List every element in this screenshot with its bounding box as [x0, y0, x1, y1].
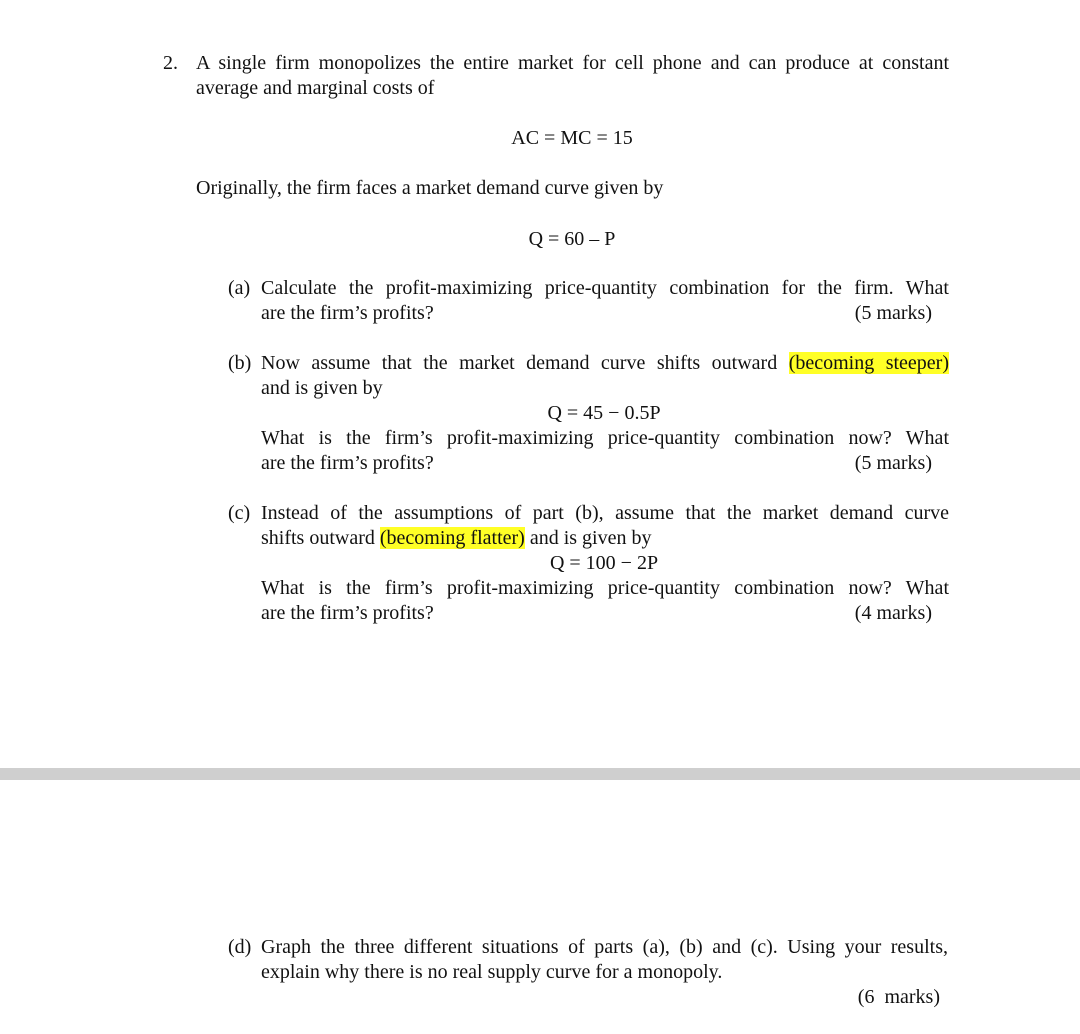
- part-c-line3: What is the firm’s profit-maximizing price-quantity combination now? What: [261, 577, 949, 599]
- part-b-line1-text: Now assume that the market demand curve shifts outward: [261, 352, 778, 374]
- part-d-label: (d): [228, 936, 252, 958]
- part-b-line4: are the firm’s profits?: [261, 452, 434, 474]
- page-break-divider: [0, 768, 1080, 780]
- question-number: 2.: [163, 52, 178, 74]
- highlight-becoming-flatter: (becoming flatter): [379, 527, 525, 549]
- part-c-line2-text: shifts outward: [261, 527, 375, 549]
- part-a-label: (a): [228, 277, 251, 299]
- part-c-line1: Instead of the assumptions of part (b), assume that the market demand curve: [261, 502, 949, 524]
- highlight-becoming-steeper: (becoming steeper): [788, 352, 949, 374]
- part-c-label: (c): [228, 502, 251, 524]
- part-b-line2: and is given by: [261, 377, 383, 399]
- part-d-line1: Graph the three different situations of parts (a), (b) and (c). Using your results,: [261, 936, 948, 958]
- part-b-equation: Q = 45 − 0.5P: [547, 402, 661, 424]
- part-c-marks: (4 marks): [854, 602, 932, 624]
- part-d-line2: explain why there is no real supply curve for a monopoly.: [261, 961, 723, 983]
- part-b-line1: [261, 351, 949, 376]
- part-a-line2: are the firm’s profits?: [261, 302, 434, 324]
- part-a-line1: Calculate the profit-maximizing price-quantity combination for the firm. What: [261, 277, 949, 299]
- demand-intro: Originally, the firm faces a market demand curve given by: [196, 177, 664, 199]
- part-b-marks: (5 marks): [854, 452, 932, 474]
- part-c-equation: Q = 100 − 2P: [549, 552, 659, 574]
- question-intro-line2: average and marginal costs of: [196, 77, 435, 99]
- part-d-marks: (6 marks): [857, 986, 940, 1008]
- part-c-line2: [261, 526, 651, 551]
- part-a-marks: (5 marks): [854, 302, 932, 324]
- part-c-line2-post: and is given by: [529, 527, 652, 549]
- demand-equation: Q = 60 – P: [528, 228, 616, 250]
- question-intro-line1: A single firm monopolizes the entire market for cell phone and can produce at constant: [196, 52, 949, 74]
- part-b-label: (b): [228, 352, 252, 374]
- part-c-line4: are the firm’s profits?: [261, 602, 434, 624]
- cost-equation: AC = MC = 15: [511, 127, 633, 149]
- part-b-line3: What is the firm’s profit-maximizing price-quantity combination now? What: [261, 427, 949, 449]
